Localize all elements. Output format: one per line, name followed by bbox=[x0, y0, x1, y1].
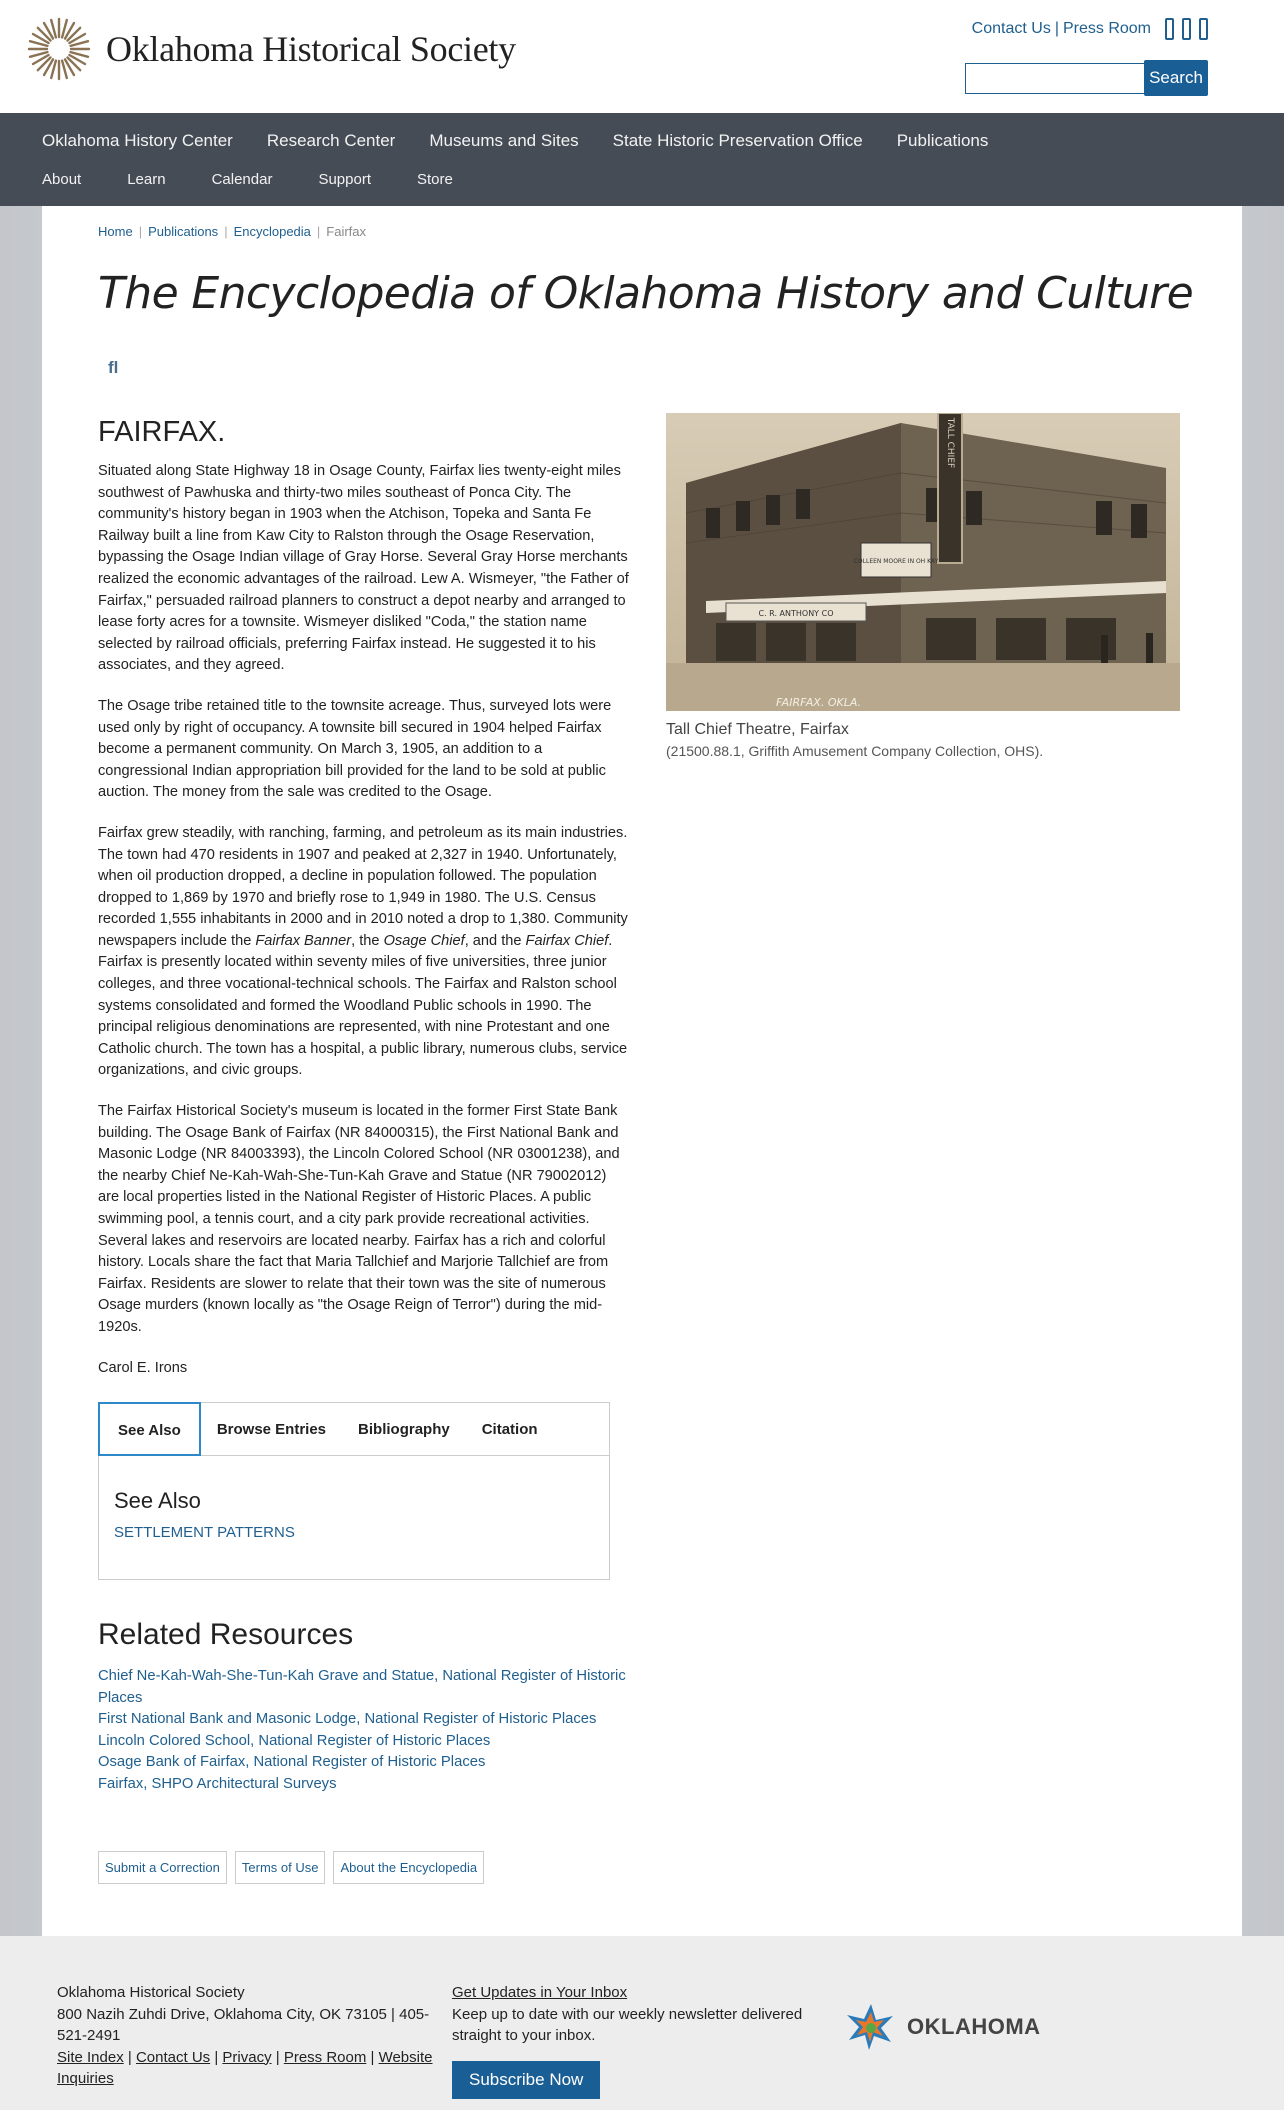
tabs-container bbox=[98, 1402, 610, 1580]
contact-us-link[interactable]: Contact Us bbox=[971, 20, 1051, 37]
related-resources-heading: Related Resources bbox=[98, 1618, 354, 1651]
related-link[interactable]: Chief Ne-Kah-Wah-She-Tun-Kah Grave and Statue, National Register of Historic Places bbox=[98, 1668, 626, 1706]
related-resources bbox=[98, 1618, 638, 1796]
social-links bbox=[1165, 18, 1208, 40]
nav-shpo[interactable]: State Historic Preservation Office bbox=[612, 131, 863, 150]
about-encyclopedia-button[interactable]: About the Encyclopedia bbox=[333, 1851, 484, 1884]
search-input[interactable] bbox=[965, 63, 1145, 94]
breadcrumb-current: Fairfax bbox=[326, 224, 367, 239]
nav-store[interactable]: Store bbox=[417, 171, 453, 188]
oklahoma-wordmark: OKLAHOMA bbox=[907, 2014, 1041, 2039]
search-button[interactable]: Search bbox=[1144, 60, 1208, 96]
separator: | bbox=[1054, 20, 1059, 37]
tab-citation[interactable]: Citation bbox=[481, 1421, 538, 1438]
oklahoma-state-logo[interactable] bbox=[843, 2002, 1041, 2052]
nav-support[interactable]: Support bbox=[318, 171, 371, 188]
article-paragraph: Fairfax grew steadily, with ranching, farming, and petroleum as its main industries. The town had 470 residents in 1907 and peaked at 2,327 in 1940. Unfortunately, when oil production dropped, a decline in population followed. The population dropped to 1,869 by 1970 and briefly rose to 1,949 in 1980. The U.S. Census recorded 1,555 inhabitants in 2000 and in 2010 noted a drop to 1,380. Community newspapers include the Fairfax Banner, the Osage Chief, and the Fairfax Chief. Fairfax is presently located within seventy miles of five universities, three junior colleges, and three vocational-technical schools. The Fairfax and Ralston school systems consolidated and formed the Woodland Public schools in 1990. The principal religious denominations are represented, with nine Protestant and one Catholic church. The town has a hospital, a public library, numerous clubs, service organizations, and civic groups. bbox=[98, 824, 628, 1079]
site-index-link[interactable]: Site Index bbox=[57, 2048, 124, 2066]
twitter-icon[interactable] bbox=[1182, 18, 1191, 40]
subscribe-button[interactable]: Subscribe Now bbox=[452, 2061, 600, 2099]
related-link[interactable]: Osage Bank of Fairfax, National Register of Historic Places bbox=[98, 1754, 486, 1771]
terms-of-use-button[interactable]: Terms of Use bbox=[235, 1851, 326, 1884]
article bbox=[98, 416, 630, 1398]
submit-correction-button[interactable]: Submit a Correction bbox=[98, 1851, 227, 1884]
nav-learn[interactable]: Learn bbox=[127, 171, 166, 188]
nav-museums-and-sites[interactable]: Museums and Sites bbox=[429, 131, 579, 150]
tab-panel-heading: See Also bbox=[114, 1488, 201, 1513]
settlement-patterns-link[interactable]: SETTLEMENT PATTERNS bbox=[114, 1524, 295, 1541]
tab-see-also[interactable]: See Also bbox=[98, 1402, 201, 1456]
related-resources-list bbox=[98, 1666, 638, 1796]
article-heading: FAIRFAX. bbox=[98, 416, 226, 448]
store-sign-text: C. R. ANTHONY CO bbox=[758, 609, 834, 618]
footer-org-name: Oklahoma Historical Society bbox=[57, 1984, 245, 2001]
site-footer bbox=[0, 1936, 1284, 2110]
article-paragraph: Situated along State Highway 18 in Osage County, Fairfax lies twenty-eight miles southwest of Pawhuska and thirty-two miles southeast of Ponca City. The community's history began in 1903 when the Atchison, Topeka and Santa Fe Railway built a line from Kaw City to Ralston through the Osage Reservation, bypassing the Osage Indian village of Gray Horse. Several Gray Horse merchants realized the economic advantages of the railroad. Lew A. Wismeyer, "the Father of Fairfax," persuaded railroad planners to construct a depot nearby and arranged to lease forty acres for a townsite. Wismeyer disliked "Coda," the station name selected by railroad officials, preferring Fairfax instead. He suggested it to his associates, and they agreed. bbox=[98, 463, 629, 674]
marquee-text: TALL CHIEF bbox=[945, 417, 955, 469]
related-link[interactable]: First National Bank and Masonic Lodge, National Register of Historic Places bbox=[98, 1711, 597, 1728]
tab-list bbox=[99, 1403, 609, 1456]
sunburst-logo-icon bbox=[26, 16, 92, 82]
footer-press-room-link[interactable]: Press Room bbox=[283, 2048, 367, 2066]
nav-about[interactable]: About bbox=[42, 171, 82, 188]
tab-panel bbox=[99, 1456, 609, 1574]
breadcrumb-publications[interactable]: Publications bbox=[148, 224, 219, 239]
newsletter bbox=[452, 1982, 832, 2099]
site-header bbox=[0, 0, 1284, 113]
photo-image bbox=[666, 413, 1180, 711]
main-navigation bbox=[0, 113, 1284, 206]
tab-browse-entries[interactable]: Browse Entries bbox=[216, 1421, 327, 1438]
postcard-text: FAIRFAX. OKLA. bbox=[776, 696, 862, 709]
related-link[interactable]: Fairfax, SHPO Architectural Surveys bbox=[98, 1775, 337, 1792]
nav-oklahoma-history-center[interactable]: Oklahoma History Center bbox=[42, 131, 233, 150]
article-paragraph: The Osage tribe retained title to the townsite acreage. Thus, surveyed lots were used only by right of occupancy. A townsite bill secured in 1904 helped Fairfax become a permanent community. On March 3, 1905, an addition to a congressional Indian appropriation bill provided for the land to be sold at public auction. The money from the sale was credited to the Osage. bbox=[98, 697, 612, 801]
press-room-link[interactable]: Press Room bbox=[1062, 20, 1151, 37]
site-logo[interactable] bbox=[26, 16, 516, 82]
breadcrumb-encyclopedia[interactable]: Encyclopedia bbox=[233, 224, 311, 239]
nav-research-center[interactable]: Research Center bbox=[266, 131, 396, 150]
breadcrumb-home[interactable]: Home bbox=[98, 224, 133, 239]
nav-calendar[interactable]: Calendar bbox=[211, 171, 273, 188]
newsletter-link[interactable]: Get Updates in Your Inbox bbox=[452, 1984, 628, 2001]
facebook-icon[interactable] bbox=[1165, 18, 1174, 40]
article-paragraph: The Fairfax Historical Society's museum is located in the former First State Bank building. The Osage Bank of Fairfax (NR 84000315), the First National Bank and Masonic Lodge (NR 84003393), the Lincoln Colored School (NR 03001238), and the nearby Chief Ne-Kah-Wah-She-Tun-Kah Grave and Statue (NR 79002012) are local properties listed in the National Register of Historic Places. A public swimming pool, a tennis court, and a city park provide recreational activities. Several lakes and reservoirs are located nearby. Fairfax has a rich and colorful history. Locals share the fact that Maria Tallchief and Marjorie Tallchief are from Fairfax. Residents are slower to relate that their town was the site of numerous Osage murders (known locally as "the Osage Reign of Terror") during the mid-1920s. bbox=[98, 1103, 620, 1335]
privacy-link[interactable]: Privacy bbox=[222, 2048, 272, 2066]
footer-contact-link[interactable]: Contact Us bbox=[135, 2048, 211, 2066]
nav-publications[interactable]: Publications bbox=[896, 131, 989, 150]
footer-contact bbox=[57, 1982, 437, 2090]
org-name: Oklahoma Historical Society bbox=[106, 29, 516, 69]
related-link[interactable]: Lincoln Colored School, National Register of Historic Places bbox=[98, 1732, 491, 1749]
article-author: Carol E. Irons bbox=[98, 1359, 188, 1376]
oklahoma-star-icon bbox=[843, 2002, 899, 2052]
utility-links bbox=[972, 18, 1208, 40]
site-search bbox=[965, 60, 1208, 96]
article-figure bbox=[666, 413, 1180, 759]
instagram-icon[interactable] bbox=[1199, 18, 1208, 40]
tall-chief-theatre-photo[interactable] bbox=[666, 413, 1180, 711]
page-background bbox=[0, 206, 1284, 1936]
tab-bibliography[interactable]: Bibliography bbox=[358, 1421, 450, 1438]
footer-address: 800 Nazih Zuhdi Drive, Oklahoma City, OK 73105 | 405-521-2491 bbox=[57, 2005, 430, 2044]
figure-caption: Tall Chief Theatre, Fairfax bbox=[666, 721, 849, 738]
figure-credit: (21500.88.1, Griffith Amusement Company Collection, OHS). bbox=[666, 743, 1044, 759]
page-title: The Encyclopedia of Oklahoma History and Culture bbox=[98, 268, 1194, 319]
share-icon[interactable]: fl bbox=[108, 358, 119, 377]
footer-links: Site Index | Contact Us | Privacy | Press Room | Website Inquiries bbox=[57, 2048, 433, 2087]
encyclopedia-links bbox=[98, 1851, 484, 1884]
website-inquiries-link[interactable]: Website Inquiries bbox=[57, 2048, 433, 2087]
breadcrumb: Home | Publications | Encyclopedia | Fairfax bbox=[98, 224, 367, 239]
poster-text: COLLEEN MOORE IN OH KAY bbox=[853, 558, 939, 565]
main-content bbox=[42, 206, 1242, 1936]
newsletter-text: Keep up to date with our weekly newsletter delivered straight to your inbox. bbox=[452, 2005, 803, 2044]
